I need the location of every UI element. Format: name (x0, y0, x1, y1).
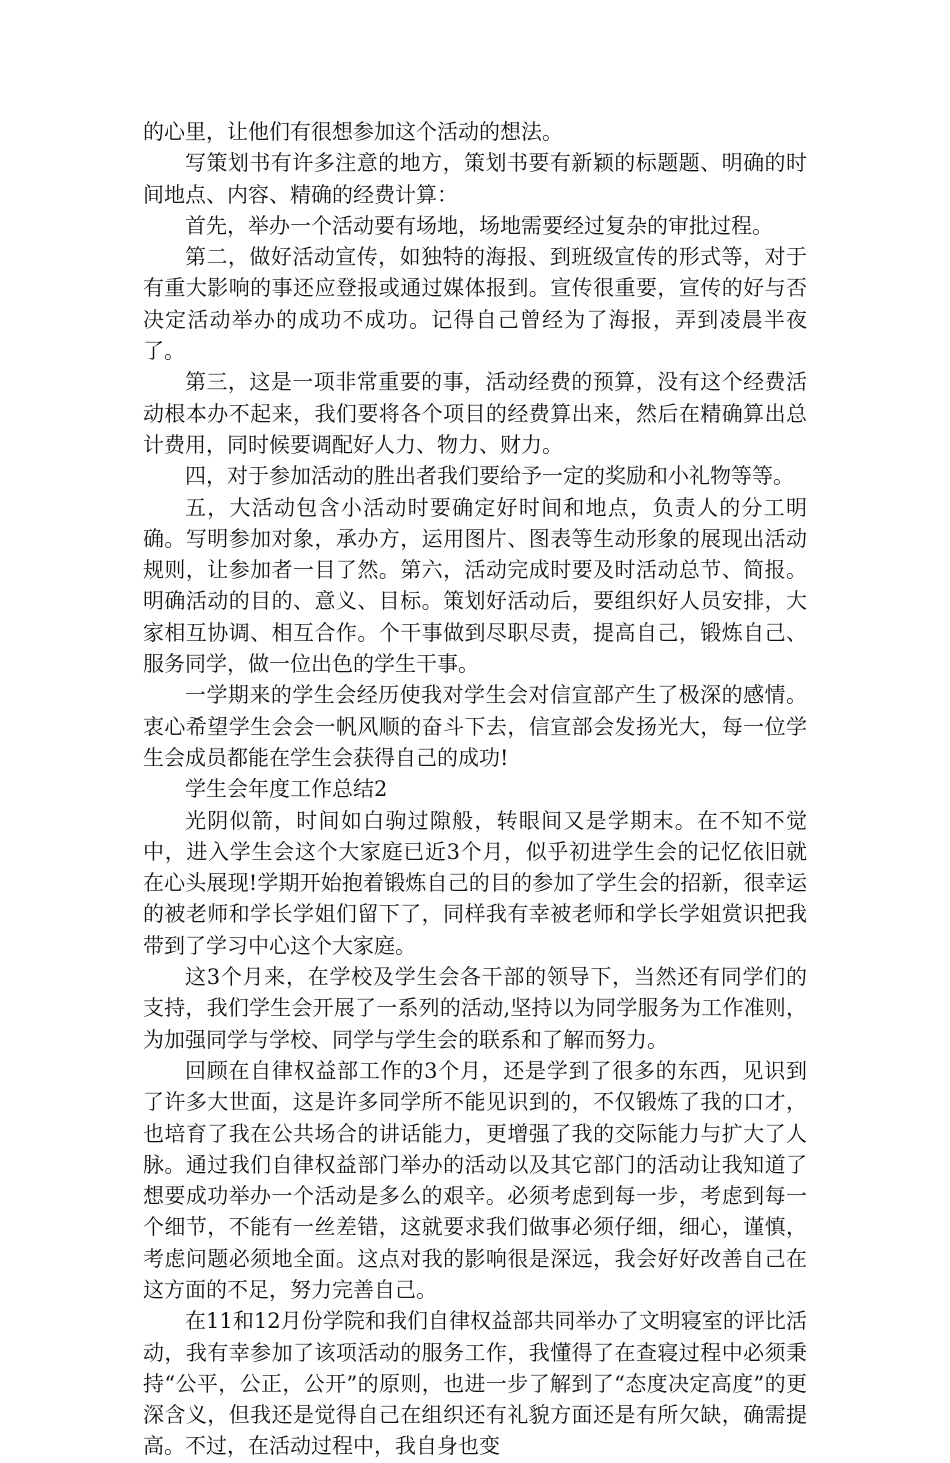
paragraph-second-publicity: 第二，做好活动宣传，如独特的海报、到班级宣传的形式等，对于有重大影响的事还应登报或通过媒体报到。宣传很重要，宣传的好与否决定活动举办的成功不成功。记得自己曾经为了海报，弄到凌晨半夜了。 (143, 245, 807, 364)
paragraph-planning-notes: 写策划书有许多注意的地方，策划书要有新颖的标题题、明确的时间地点、内容、精确的经费计算： (143, 151, 807, 207)
paragraph-first-venue: 首先，举办一个活动要有场地，场地需要经过复杂的审批过程。 (185, 213, 773, 238)
paragraph-time-flies: 光阴似箭，时间如白驹过隙般，转眼间又是学期末。在不知不觉中，进入学生会这个大家庭已近3个月，似乎初进学生会的记忆依旧就在心头展现!学期开始抱着锻炼自己的目的参加了学生会的招新，很幸运的被老师和学长学姐们留下了，同样我有幸被老师和学长学姐赏识把我带到了学习中心这个大家庭。 (143, 808, 807, 958)
paragraph-fifth-sixth: 五，大活动包含小活动时要确定好时间和地点，负责人的分工明确。写明参加对象，承办方，运用图片、图表等生动形象的展现出活动规则，让参加者一目了然。第六，活动完成时要及时活动总节、简报。明确活动的目的、意义、目标。策划好活动后，要组织好人员安排，大家相互协调、相互合作。个干事做到尽职尽责，提高自己，锻炼自己、服务同学，做一位出色的学生干事。 (143, 495, 807, 677)
paragraph-semester-feelings: 一学期来的学生会经历使我对学生会对信宣部产生了极深的感情。衷心希望学生会会一帆风顺的奋斗下去，信宣部会发扬光大，每一位学生会成员都能在学生会获得自己的成功! (143, 683, 807, 770)
paragraph-continuation: 的心里，让他们有很想参加这个活动的想法。 (143, 120, 563, 144)
paragraph-review-work: 回顾在自律权益部工作的3个月，还是学到了很多的东西，见识到了许多大世面，这是许多同学所不能见识到的，不仅锻炼了我的口才，也培育了我在公共场合的讲话能力，更增强了我的交际能力与扩大了人脉。通过我们自律权益部门举办的活动以及其它部门的活动让我知道了想要成功举办一个活动是多么的艰辛。必须考虑到每一步，考虑到每一个细节，不能有一丝差错，这就要求我们做事必须仔细，细心，谨慎，考虑问题必须地全面。这点对我的影响很是深远，我会好好改善自己在这方面的不足，努力完善自己。 (143, 1058, 807, 1302)
section-heading: 学生会年度工作总结2 (185, 777, 388, 802)
document-body (143, 117, 807, 1463)
paragraph-fourth-rewards: 四，对于参加活动的胜出者我们要给予一定的奖励和小礼物等等。 (185, 464, 794, 489)
paragraph-dorm-contest: 在11和12月份学院和我们自律权益部共同举办了文明寝室的评比活动，我有幸参加了该项活动的服务工作，我懂得了在查寝过程中必须秉持“公平，公正，公开”的原则，也进一步了解到了“态度决定高度”的更深含义，但我还是觉得自己在组织还有礼貌方面还是有所欠缺，确需提高。不过，在活动过程中，我自身也变 (143, 1309, 807, 1459)
paragraph-third-budget: 第三，这是一项非常重要的事，活动经费的预算，没有这个经费活动根本办不起来，我们要将各个项目的经费算出来，然后在精确算出总计费用，同时候要调配好人力、物力、财力。 (143, 370, 807, 457)
paragraph-three-months: 这3个月来，在学校及学生会各干部的领导下，当然还有同学们的支持，我们学生会开展了一系列的活动,坚持以为同学服务为工作准则，为加强同学与学校、同学与学生会的联系和了解而努力。 (143, 965, 807, 1052)
